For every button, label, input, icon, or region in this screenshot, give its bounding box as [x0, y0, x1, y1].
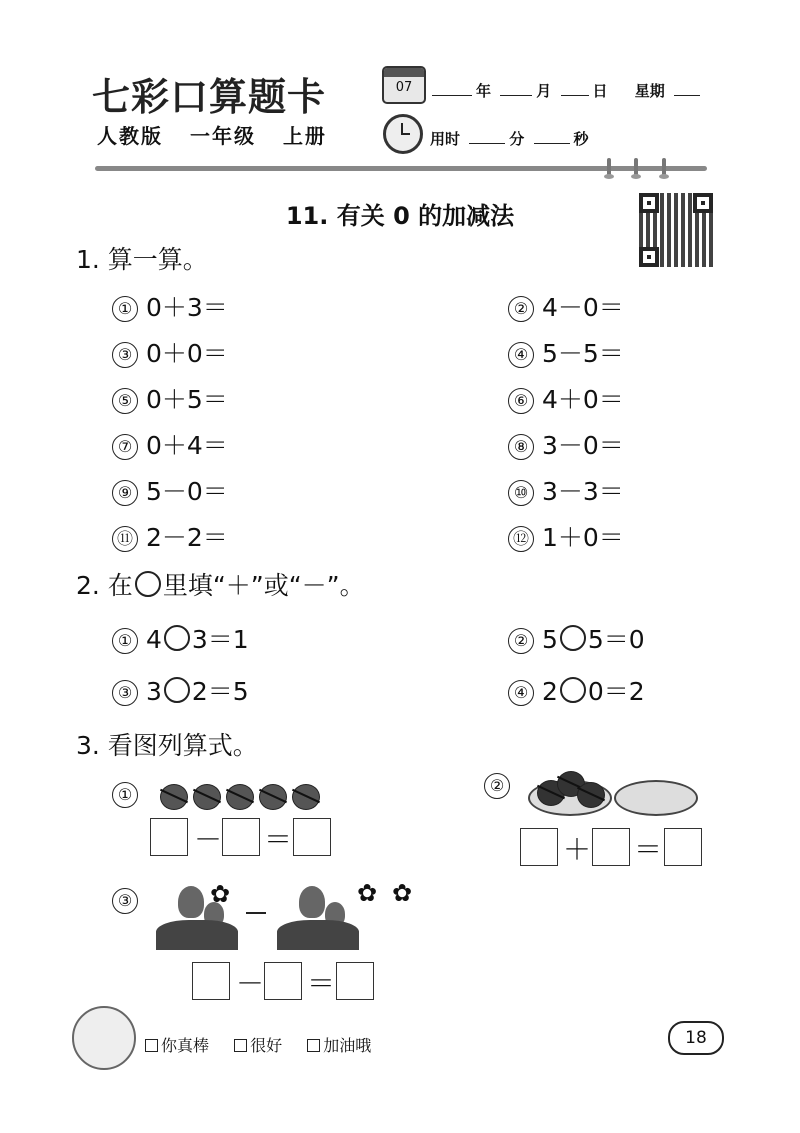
clock-icon: [383, 114, 423, 154]
item-number: ①: [112, 628, 138, 654]
item-number: ⑪: [112, 526, 138, 552]
minus-sign: －: [236, 967, 265, 1000]
mascot-icon: [72, 1006, 136, 1070]
s1-item: [112, 380, 228, 416]
item-number: ③: [112, 342, 138, 368]
answer-box[interactable]: [520, 828, 558, 866]
answer-circle[interactable]: [560, 677, 586, 703]
crossed-apple-icon: [259, 784, 287, 810]
s1-item: [112, 472, 228, 508]
butterfly-icon: ✿: [210, 880, 231, 908]
minute-label: 分: [509, 130, 525, 148]
brand-logo: 七彩口算题卡: [92, 74, 327, 119]
operand: 4: [146, 625, 162, 654]
s2-item-2: [508, 620, 645, 656]
expression: 2－2＝: [146, 523, 228, 552]
answer-box[interactable]: [222, 818, 260, 856]
item-number: ②: [484, 773, 510, 799]
flowers-with-butterflies-image: [152, 880, 242, 950]
expression: 0＋0＝: [146, 339, 228, 368]
section2-heading: [76, 566, 365, 602]
answer-box[interactable]: [293, 818, 331, 856]
page-title: 11. 有关 0 的加减法: [285, 202, 515, 230]
answer-circle[interactable]: [164, 625, 190, 651]
expression: 0＋5＝: [146, 385, 228, 414]
operand-result: 0＝2: [587, 677, 645, 706]
expression: 3－0＝: [542, 431, 624, 460]
checkbox-icon[interactable]: [145, 1039, 158, 1052]
binder-pin-icon: [607, 158, 611, 178]
equals-sign: ＝: [634, 833, 663, 866]
edition-publisher: 人教版: [97, 124, 163, 148]
answer-box[interactable]: [264, 962, 302, 1000]
calendar-number: 07: [395, 80, 413, 95]
arrow-icon: [246, 912, 266, 914]
s1-item: [508, 518, 624, 554]
answer-circle[interactable]: [560, 625, 586, 651]
item-number: ⑩: [508, 480, 534, 506]
item-number: ⑥: [508, 388, 534, 414]
operand: 3: [146, 677, 162, 706]
expression: 3－3＝: [542, 477, 624, 506]
second-label: 秒: [573, 130, 589, 148]
s1-item: [508, 288, 624, 324]
section1-heading: 1. 算一算。: [76, 245, 208, 274]
answer-box[interactable]: [592, 828, 630, 866]
empty-plate-icon: [614, 780, 698, 816]
operand-result: 3＝1: [191, 625, 249, 654]
item-number: ②: [508, 628, 534, 654]
rating-label: 很好: [250, 1036, 283, 1055]
crossed-apple-icon: [160, 784, 188, 810]
expression: 0＋3＝: [146, 293, 228, 322]
expression: 0＋4＝: [146, 431, 228, 460]
item-number: ④: [508, 680, 534, 706]
date-fill-line: [428, 80, 704, 101]
answer-circle[interactable]: [164, 677, 190, 703]
s1-item: [508, 334, 624, 370]
equals-sign: ＝: [264, 823, 293, 856]
operand-result: 5＝0: [587, 625, 645, 654]
calendar-icon: [382, 66, 426, 104]
s1-item: [508, 426, 624, 462]
equals-sign: ＝: [307, 967, 336, 1000]
minus-sign: －: [194, 823, 223, 856]
s1-item: [508, 472, 624, 508]
answer-box[interactable]: [192, 962, 230, 1000]
s1-item: [112, 334, 228, 370]
item-number: ②: [508, 296, 534, 322]
section3-heading: 3. 看图列算式。: [76, 731, 258, 760]
plus-sign: ＋: [563, 833, 592, 866]
apple-icon: [577, 782, 605, 808]
year-label: 年: [476, 82, 492, 100]
month-label: 月: [536, 82, 552, 100]
time-used-label: 用时: [430, 130, 461, 148]
expression: 4＋0＝: [542, 385, 624, 414]
s1-item: [112, 518, 228, 554]
operand-result: 2＝5: [191, 677, 249, 706]
flowers-image: [273, 880, 363, 950]
edition-volume: 上册: [282, 124, 327, 148]
answer-box[interactable]: [150, 818, 188, 856]
crossed-apple-icon: [193, 784, 221, 810]
s2-item-3: [112, 672, 249, 708]
crossed-apple-icon: [226, 784, 254, 810]
item-number: ③: [112, 680, 138, 706]
item-number: ①: [112, 296, 138, 322]
s3-problem3-number: [112, 885, 146, 914]
header-divider: [95, 166, 707, 171]
item-number: ①: [112, 782, 138, 808]
s2-item-1: [112, 620, 249, 656]
s1-item: [112, 288, 228, 324]
weekday-label: 星期: [634, 82, 665, 100]
edition-grade: 一年级: [189, 124, 256, 148]
item-number: ⑤: [112, 388, 138, 414]
expression: 5－0＝: [146, 477, 228, 506]
edition-line: [97, 120, 345, 149]
section2-heading-pre: 2. 在: [76, 571, 133, 600]
expression: 4－0＝: [542, 293, 624, 322]
apple-icon: [292, 784, 320, 810]
blank-circle: [135, 571, 161, 597]
item-number: ⑧: [508, 434, 534, 460]
item-number: ④: [508, 342, 534, 368]
s3-problem1-number: [112, 779, 146, 808]
answer-box[interactable]: [664, 828, 702, 866]
operand: 5: [542, 625, 558, 654]
binder-pin-icon: [634, 158, 638, 178]
time-fill-line: [430, 128, 589, 149]
s1-item: [508, 380, 624, 416]
s3-problem2-number: [484, 770, 518, 799]
checkbox-icon[interactable]: [234, 1039, 247, 1052]
page-number: 18: [668, 1021, 724, 1055]
binder-pin-icon: [662, 158, 666, 178]
checkbox-icon[interactable]: [307, 1039, 320, 1052]
item-number: ③: [112, 888, 138, 914]
rating-options: [145, 1033, 391, 1056]
section2-heading-post: 里填“＋”或“－”。: [162, 571, 365, 600]
s2-item-4: [508, 672, 645, 708]
day-label: 日: [592, 82, 608, 100]
s1-item: [112, 426, 228, 462]
rating-option[interactable]: [234, 1036, 282, 1055]
item-number: ⑦: [112, 434, 138, 460]
rating-label: 你真棒: [161, 1036, 210, 1055]
butterfly-icon: ✿: [392, 879, 413, 907]
butterfly-icon: ✿: [357, 879, 378, 907]
rating-label: 加油哦: [323, 1036, 372, 1055]
expression: 5－5＝: [542, 339, 624, 368]
answer-box[interactable]: [336, 962, 374, 1000]
rating-option[interactable]: [307, 1036, 371, 1055]
expression: 1＋0＝: [542, 523, 624, 552]
operand: 2: [542, 677, 558, 706]
item-number: ⑨: [112, 480, 138, 506]
rating-option[interactable]: [145, 1036, 209, 1055]
item-number: ⑫: [508, 526, 534, 552]
